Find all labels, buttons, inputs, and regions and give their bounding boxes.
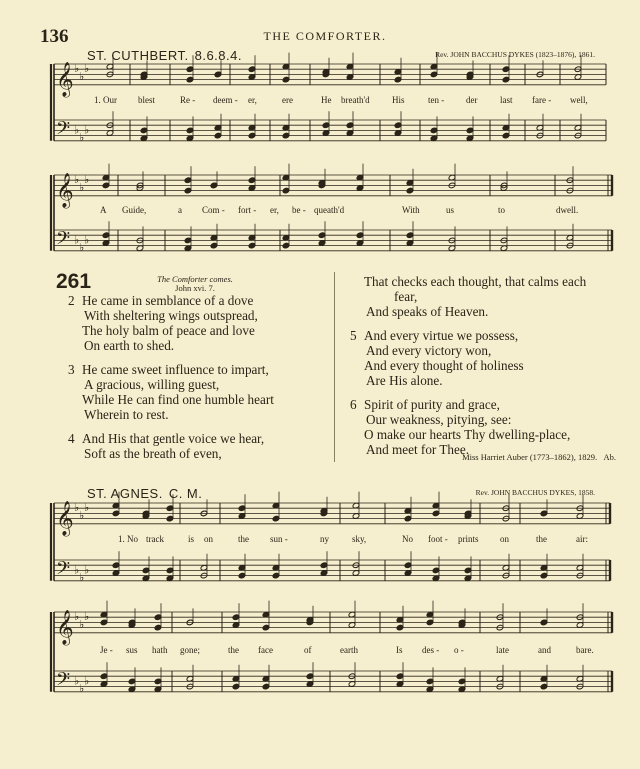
verse-line [68,308,274,323]
lyric-syllable: is [188,534,195,544]
verses-left-column [68,293,274,461]
stanza-number: 5 [350,328,357,343]
lyric-syllable: His [392,95,405,105]
tune2-name-text: ST. AGNES. [87,486,163,501]
flat-sign: ♭ [84,123,90,137]
hymn-subject: The Comforter comes. [157,274,233,284]
flat-sign: ♭ [79,181,85,194]
verse-text: Soft as the breath of even, [84,446,222,461]
verse-line [350,412,586,427]
flat-sign: ♭ [79,571,85,585]
clef-glyph: 𝄞 [56,61,74,97]
lyric-syllable: well, [570,95,588,105]
tune2-meter: C. M. [168,486,203,501]
lyric-syllable: Com - [202,205,225,215]
clef-glyph: 𝄞 [56,500,74,536]
verse-text: And meet for Thee. [366,442,470,457]
flat-sign: ♭ [84,233,90,247]
flat-sign: ♭ [79,241,85,255]
verse-line [68,392,274,407]
flat-sign: ♭ [79,618,85,631]
flat-sign: ♭ [79,131,85,145]
lyric-syllable: a [178,205,182,215]
lyric-syllable: blest [138,95,155,105]
flat-sign: ♭ [79,682,85,696]
author-name: Miss Harriet Auber (1773–1862), 1829. [462,452,598,462]
lyric-syllable: No [402,534,413,544]
stanza-number: 2 [68,293,75,308]
flat-sign: ♭ [74,563,80,577]
flat-sign: ♭ [79,70,85,83]
clef-glyph: 𝄞 [56,609,74,645]
stanza-number: 6 [350,397,357,412]
column-divider [334,272,335,462]
lyric-syllable: of [304,645,312,655]
lyric-syllable: fare - [532,95,552,105]
lyric-syllable: track [146,534,164,544]
flat-sign: ♭ [84,173,90,187]
lyric-syllable: sky, [352,534,367,544]
lyric-syllable: earth [340,645,358,655]
verse-text: On earth to shed. [84,338,175,353]
lyric-syllable: bare. [576,645,594,655]
verses-right-column [350,274,586,457]
flat-sign: ♭ [84,674,90,688]
tune1-meter: 8.6.8.4. [194,48,242,63]
lyric-syllable: the [536,534,547,544]
lyric-syllable: He [321,95,332,105]
flat-sign: ♭ [74,610,80,624]
lyric-syllable: air: [576,534,588,544]
lyric-syllable: ten - [428,95,445,105]
verse-line [350,427,586,442]
lyric-syllable: sun - [270,534,288,544]
verse-text: Spirit of purity and grace, [364,397,500,412]
verse-text: Our weakness, pitying, see: [366,412,512,427]
verse-line [68,446,274,461]
lyric-syllable: 1. No [118,534,138,544]
lyric-syllable: gone; [180,645,200,655]
lyric-syllable: Je - [100,645,113,655]
lyric-syllable: ere [282,95,293,105]
clef-glyph: 𝄢 [56,669,71,695]
lyric-syllable: With [402,205,420,215]
verse-line [68,323,274,338]
flat-sign: ♭ [79,509,85,522]
flat-sign: ♭ [84,563,90,577]
lyric-syllable: Re - [180,95,196,105]
verse-line [350,373,586,388]
lyric-syllable: foot - [428,534,448,544]
lyric-syllable: be - [292,205,306,215]
lyric-syllable: er, [270,205,279,215]
lyric-syllable: breath'd [341,95,370,105]
verse-line [350,343,586,358]
verse-line [350,397,586,412]
verse-text: That checks each thought, that calms each [364,274,587,289]
verse-text: And every victory won, [366,343,492,358]
lyric-syllable: on [500,534,509,544]
lyric-syllable: deem - [213,95,238,105]
lyric-syllable: 1. Our [94,95,117,105]
lyric-syllable: o - [454,645,464,655]
verse-text: And speaks of Heaven. [366,304,489,319]
running-title: THE COMFORTER. [263,29,387,43]
lyric-syllable: sus [126,645,138,655]
flat-sign: ♭ [74,123,80,137]
lyric-syllable: ny [320,534,329,544]
stanza-number: 3 [68,362,75,377]
stanza-number: 4 [68,431,75,446]
tune1-composer: Rev. JOHN BACCHUS DYKES (1823–1876), 1861. [435,50,595,59]
verse-line [68,362,274,377]
lyric-syllable: prints [458,534,479,544]
verse-text: He came in semblance of a dove [82,293,254,308]
verse-line [68,431,274,446]
verse-text: Wherein to rest. [84,407,169,422]
flat-sign: ♭ [74,674,80,688]
lyric-syllable: hath [152,645,168,655]
stanza-gap [68,353,274,362]
lyric-syllable: late [496,645,509,655]
verse-line [68,338,274,353]
clef-glyph: 𝄢 [56,118,71,144]
tune1-name-text: ST. CUTHBERT. [87,48,189,63]
verse-text: With sheltering wings outspread, [84,308,258,323]
verse-text: And every virtue we possess, [364,328,519,343]
lyric-syllable: der [466,95,478,105]
verse-line [350,358,586,373]
verse-line [350,289,586,304]
lyric-syllable: er, [248,95,257,105]
verse-text: A gracious, willing guest, [84,377,220,392]
verse-text: The holy balm of peace and love [82,323,255,338]
lyric-syllable: queath'd [314,205,345,215]
lyric-syllable: to [498,205,506,215]
flat-sign: ♭ [74,501,80,515]
stanza-gap [350,319,586,328]
clef-glyph: 𝄢 [56,558,71,584]
lyric-syllable: fort - [238,205,257,215]
flat-sign: ♭ [74,62,80,76]
verse-line [68,377,274,392]
verse-line [350,304,586,319]
verse-text: O make our hearts Thy dwelling-place, [364,427,571,442]
lyric-syllable: the [238,534,249,544]
verse-text: And every thought of holiness [364,358,524,373]
stanza-gap [350,388,586,397]
page-number: 136 [40,26,69,47]
stanza-gap [68,422,274,431]
hymn-number: 261 [56,270,92,293]
flat-sign: ♭ [84,610,90,624]
verse-line [350,274,586,289]
hymn-author [462,452,616,462]
lyric-syllable: A [100,205,107,215]
verse-text: And His that gentle voice we hear, [82,431,265,446]
lyric-syllable: face [258,645,273,655]
tune2-composer: Rev. JOHN BACCHUS DYKES, 1858. [475,488,595,497]
lyric-syllable: the [228,645,239,655]
lyric-syllable: Is [396,645,403,655]
flat-sign: ♭ [84,501,90,515]
hymn-scripture: John xvi. 7. [175,283,215,293]
lyric-syllable: Guide, [122,205,147,215]
lyric-syllable: and [538,645,551,655]
verse-text: Are His alone. [366,373,443,388]
lyric-syllable: on [204,534,213,544]
verse-text: While He can find one humble heart [82,392,274,407]
verse-text: fear, [394,289,418,304]
clef-glyph: 𝄢 [56,228,71,254]
flat-sign: ♭ [74,173,80,187]
author-tag: Ab. [603,452,616,462]
lyric-syllable: dwell. [556,205,579,215]
lyric-syllable: des - [422,645,440,655]
verse-line [68,407,274,422]
flat-sign: ♭ [74,233,80,247]
flat-sign: ♭ [84,62,90,76]
verse-line [350,328,586,343]
verse-text: He came sweet influence to impart, [82,362,269,377]
verse-line [68,293,274,308]
clef-glyph: 𝄞 [56,172,74,208]
lyric-syllable: last [500,95,513,105]
lyric-syllable: us [446,205,455,215]
